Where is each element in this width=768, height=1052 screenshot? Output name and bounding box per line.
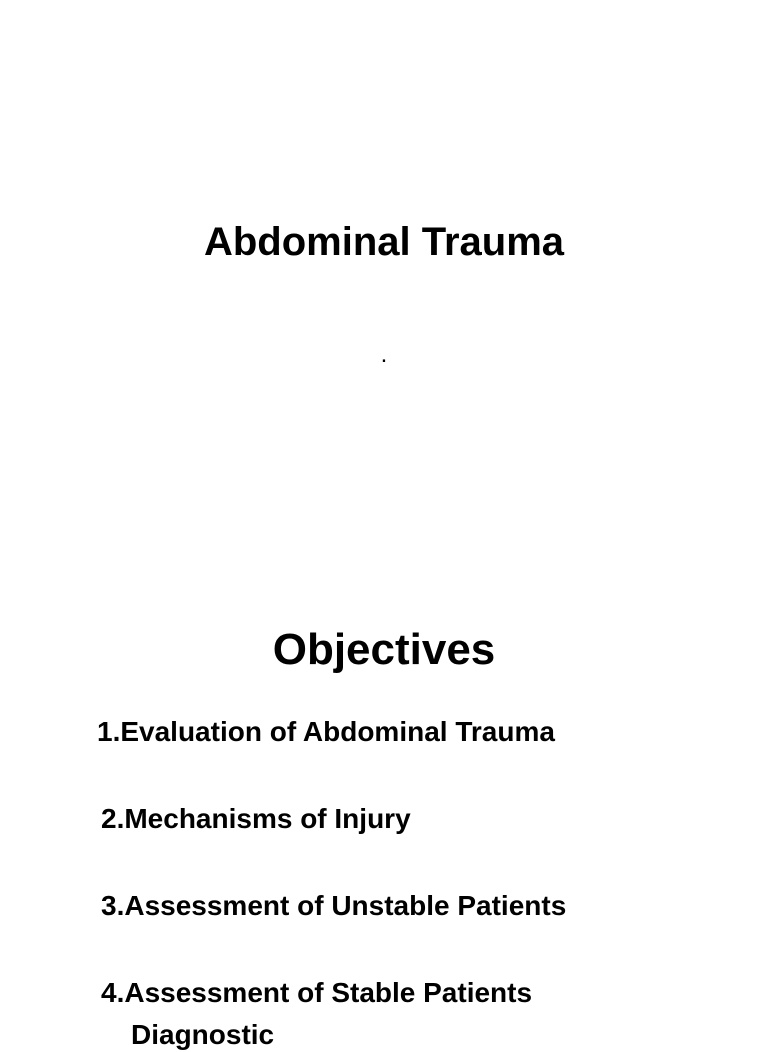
slide-subtitle: . [380,341,388,368]
slide-title: Abdominal Trauma [203,220,565,264]
objective-item-3: 3.Assessment of Unstable Patients [101,890,567,921]
objectives-slide [0,540,768,1050]
objective-item-4: 4.Assessment of Stable Patients [101,977,533,1008]
objectives-heading: Objectives [272,625,496,674]
objective-item-2: 2.Mechanisms of Injury [101,803,411,834]
objective-item-1: 1.Evaluation of Abdominal Trauma [97,716,555,747]
objective-item-5: Diagnostic [131,1019,275,1050]
